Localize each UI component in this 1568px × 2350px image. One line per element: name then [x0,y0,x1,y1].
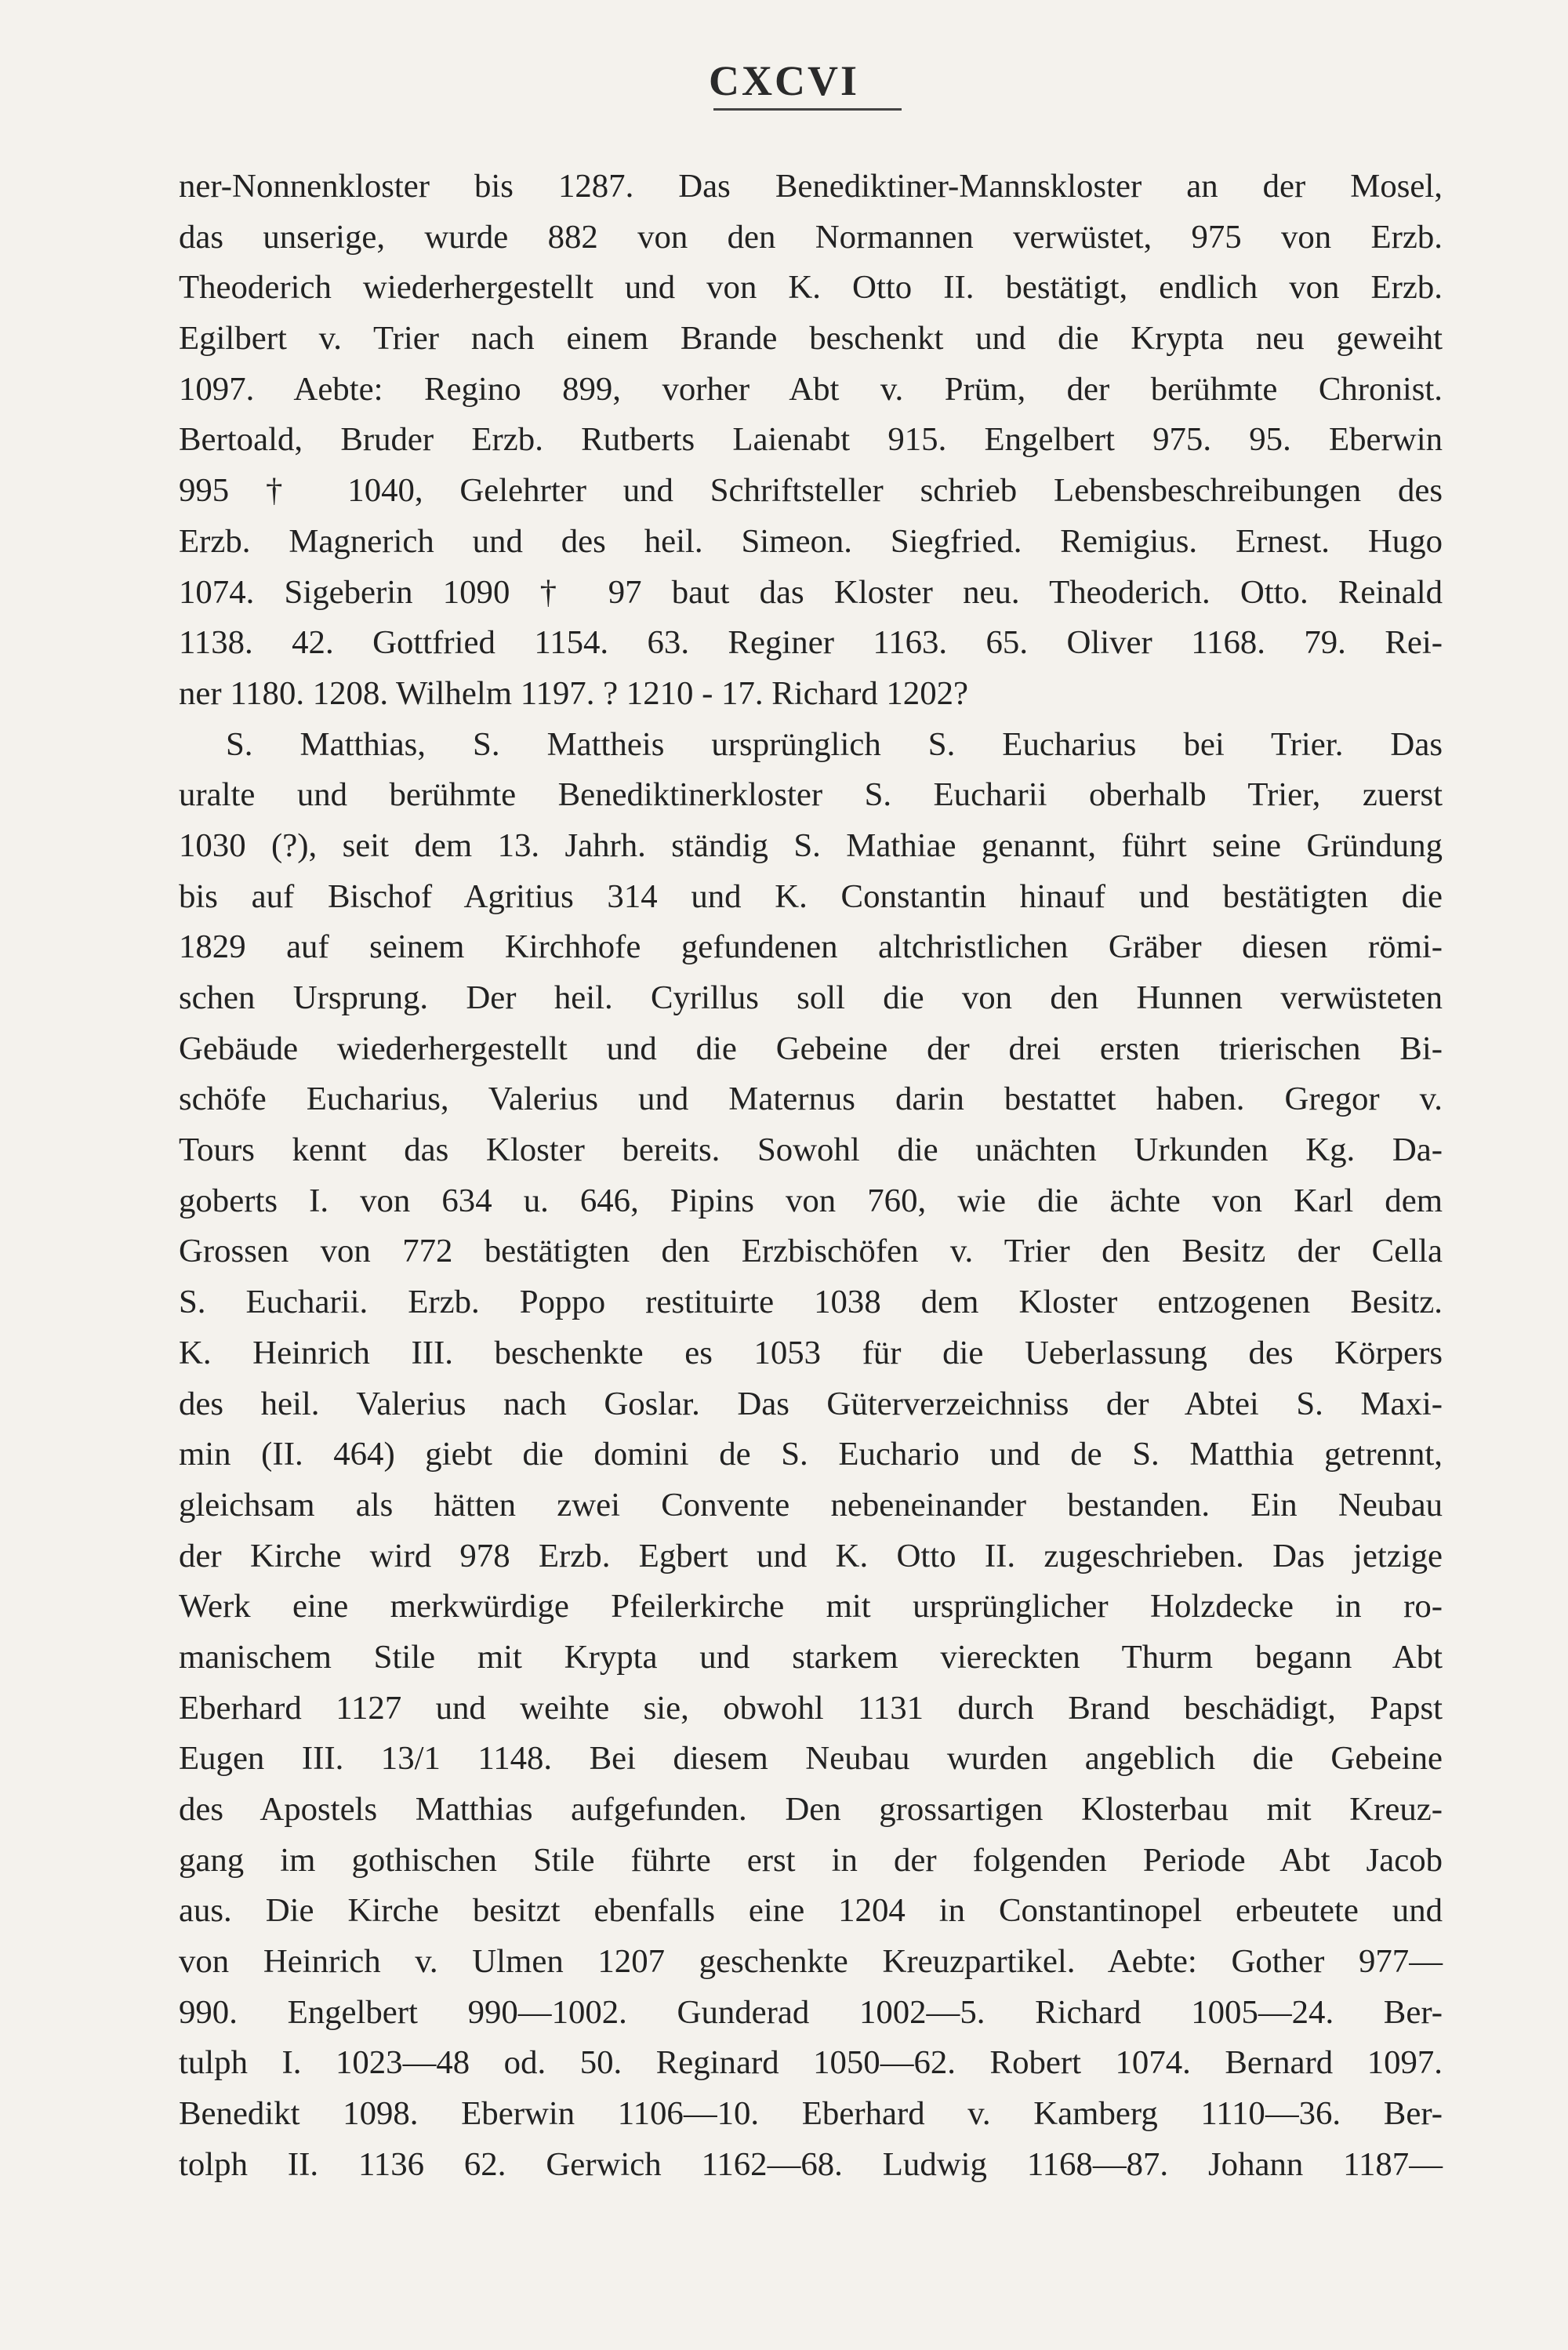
text-line [179,2191,1443,2242]
text-line: Bertoald, Bruder Erzb. Rutberts Laienabt 915. Engelbert 975. 95. Eberwin [179,421,1443,459]
text-line: 990. Engelbert 990—1002. Gunderad 1002—5. Richard 1005—24. Ber- [179,1993,1443,2031]
text-line: gleichsam als hätten zwei Convente nebeneinander bestanden. Ein Neubau [179,1486,1443,1524]
text-line: gang im gothischen Stile führte erst in der folgenden Periode Abt Jacob [179,1841,1443,1879]
text-line: K. Heinrich III. beschenkte es 1053 für die Ueberlassung des Körpers [179,1334,1443,1371]
text-line: 1030 (?), seit dem 13. Jahrh. ständig S. Mathiae genannt, führt seine Gründung [179,826,1443,864]
text-line: von Heinrich v. Ulmen 1207 geschenkte Kreuzpartikel. Aebte: Gother 977— [179,1943,1443,1981]
text-line: 1138. 42. Gottfried 1154. 63. Reginer 1163. 65. Oliver 1168. 79. Rei- [179,624,1443,662]
text-line: Gebäude wiederhergestellt und die Gebeine der drei ersten trierischen Bi- [179,1030,1443,1067]
text-line: manischem Stile mit Krypta und starkem viereckten Thurm begann Abt [179,1638,1443,1676]
text-line: 1074. Sigeberin 1090 † 97 baut das Kloster neu. Theoderich. Otto. Reinald [179,573,1443,611]
text-line: Theoderich wiederhergestellt und von K. Otto II. bestätigt, endlich von Erzb. [179,269,1443,307]
text-line: 1097. Aebte: Regino 899, vorher Abt v. Prüm, der berühmte Chronist. [179,370,1443,408]
text-line: der Kirche wird 978 Erzb. Egbert und K. Otto II. zugeschrieben. Das jetzige [179,1537,1443,1575]
text-line: bis auf Bischof Agritius 314 und K. Constantin hinauf und bestätigten die [179,877,1443,915]
text-line: goberts I. von 634 u. 646, Pipins von 760, wie die ächte von Karl dem [179,1182,1443,1219]
text-line: schen Ursprung. Der heil. Cyrillus soll die von den Hunnen verwüsteten [179,979,1443,1016]
text-line: des Apostels Matthias aufgefunden. Den grossartigen Klosterbau mit Kreuz- [179,1791,1443,1828]
text-line: Werk eine merkwürdige Pfeilerkirche mit ursprünglicher Holzdecke in ro- [179,1588,1443,1625]
text-line: ner 1180. 1208. Wilhelm 1197. ? 1210 - 17. Richard 1202? [179,674,969,712]
body-text [179,162,1443,2241]
page-number: CXCVI [708,57,859,104]
text-line: Egilbert v. Trier nach einem Brande beschenkt und die Krypta neu geweiht [179,320,1443,358]
text-line: tolph II. 1136 62. Gerwich 1162—68. Ludwig 1168—87. Johann 1187— [179,2145,1443,2183]
text-line: des heil. Valerius nach Goslar. Das Güterverzeichniss der Abtei S. Maxi- [179,1385,1443,1422]
text-line: aus. Die Kirche besitzt ebenfalls eine 1204 in Constantinopel erbeutete und [179,1892,1443,1930]
text-line: tulph I. 1023—48 od. 50. Reginard 1050—62. Robert 1074. Bernard 1097. [179,2044,1443,2082]
text-line: schöfe Eucharius, Valerius und Maternus darin bestattet haben. Gregor v. [179,1081,1443,1118]
text-line: min (II. 464) giebt die domini de S. Euchario und de S. Matthia getrennt, [179,1436,1443,1473]
section-heading-line: S. Matthias, S. Mattheis ursprünglich S. Eucharius bei Trier. Das [226,725,1443,763]
text-line: Grossen von 772 bestätigten den Erzbischöfen v. Trier den Besitz der Cella [179,1233,1443,1270]
text-line: uralte und berühmte Benediktinerkloster S. Eucharii oberhalb Trier, zuerst [179,776,1443,814]
text-line: Eugen III. 13/1 1148. Bei diesem Neubau wurden angeblich die Gebeine [179,1740,1443,1778]
text-line: Tours kennt das Kloster bereits. Sowohl die unächten Urkunden Kg. Da- [179,1131,1443,1169]
text-line: Erzb. Magnerich und des heil. Simeon. Siegfried. Remigius. Ernest. Hugo [179,522,1443,560]
text-line: 1829 auf seinem Kirchhofe gefundenen altchristlichen Gräber diesen römi- [179,928,1443,966]
text-line: Benedikt 1098. Eberwin 1106—10. Eberhard v. Kamberg 1110—36. Ber- [179,2095,1443,2133]
text-line: das unserige, wurde 882 von den Normannen verwüstet, 975 von Erzb. [179,218,1443,256]
text-line: ner-Nonnenkloster bis 1287. Das Benediktiner-Mannskloster an der Mosel, [179,168,1443,205]
text-line: 995 † 1040, Gelehrter und Schriftsteller schrieb Lebensbeschreibungen des [179,472,1443,510]
text-line: Eberhard 1127 und weihte sie, obwohl 1131 durch Brand beschädigt, Papst [179,1689,1443,1727]
text-line: S. Eucharii. Erzb. Poppo restituirte 1038 dem Kloster entzogenen Besitz. [179,1284,1443,1321]
page-number-underline [713,108,902,111]
